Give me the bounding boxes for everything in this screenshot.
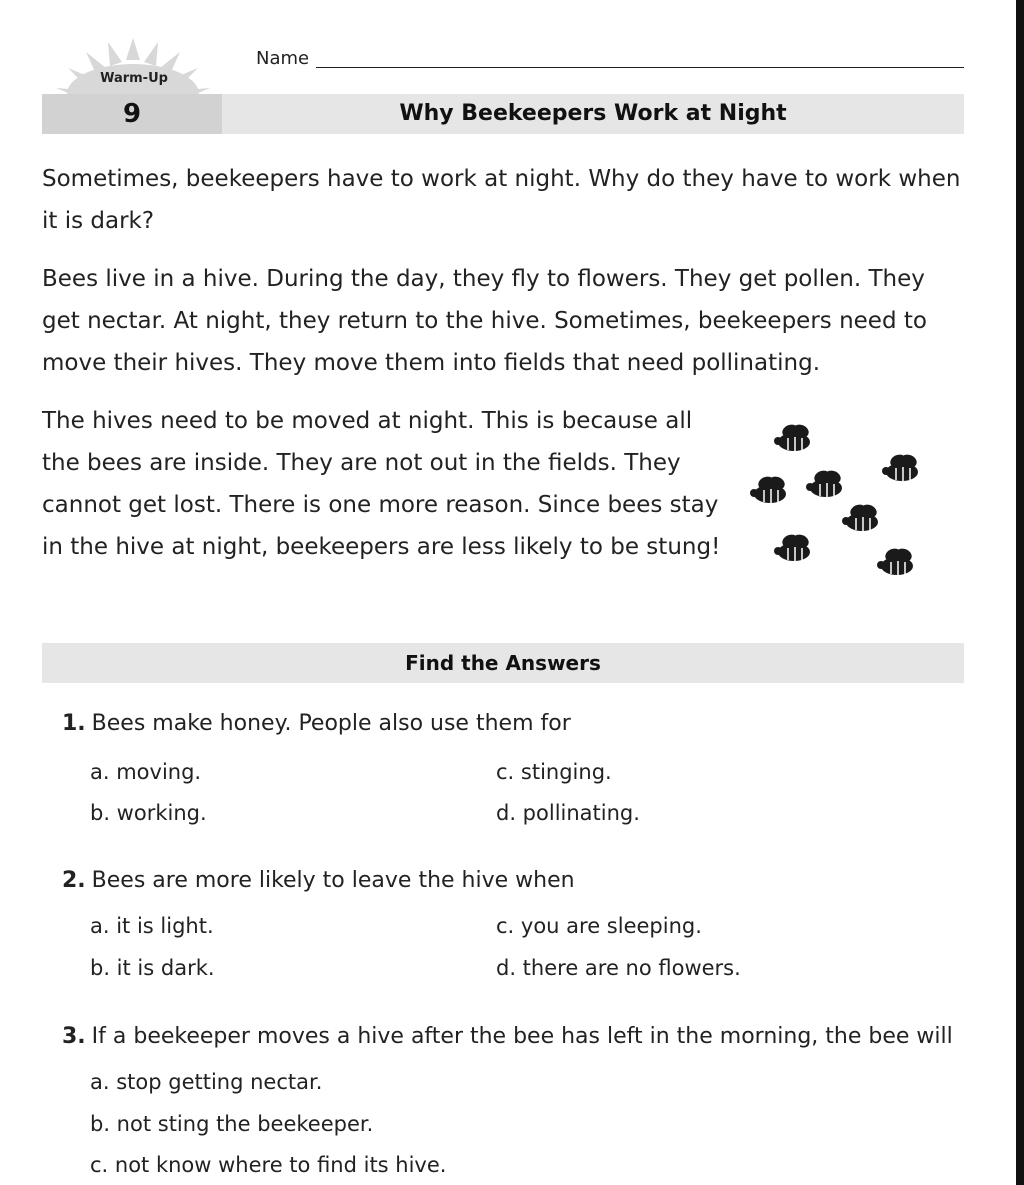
passage-paragraph-1: Sometimes, beekeepers have to work at night. Why do they have to work when it is dark? <box>42 166 961 234</box>
passage-paragraph-3: The hives need to be moved at night. This is because all the bees are inside. They are not out in the fields. They cannot get lost. There is one more reason. Since bees stay in the hive at night, beekeepers are less likely to be stung! <box>42 408 721 560</box>
answer-option[interactable]: a. it is light. <box>90 914 214 938</box>
name-label: Name <box>256 48 310 69</box>
sun-badge-icon <box>48 30 218 104</box>
name-field-line[interactable] <box>316 67 964 68</box>
bee-icon <box>774 532 811 561</box>
answer-option[interactable]: d. there are no flowers. <box>496 956 741 980</box>
bee-icon <box>842 502 879 531</box>
answer-option[interactable]: a. stop getting nectar. <box>90 1070 323 1094</box>
answer-option[interactable]: b. working. <box>90 801 207 825</box>
passage-paragraph-2: Bees live in a hive. During the day, they fly to flowers. They get pollen. They get nectar. At night, they return to the hive. Sometimes, beekeepers need to move their hives. They move them into fields that need pollinating. <box>42 266 927 376</box>
answer-option[interactable]: c. you are sleeping. <box>496 914 702 938</box>
warmup-label: Warm-Up <box>100 71 168 86</box>
bee-icon <box>750 474 787 503</box>
question-text: If a beekeeper moves a hive after the bee has left in the morning, the bee will <box>91 1024 953 1049</box>
page-title: Why Beekeepers Work at Night <box>399 101 787 126</box>
question-number: 1. <box>62 711 86 736</box>
question-number: 3. <box>62 1024 86 1049</box>
bee-icon <box>877 546 914 575</box>
bee-icon <box>774 422 811 451</box>
title-bar <box>42 94 964 134</box>
question-2 <box>62 868 575 893</box>
answers-heading: Find the Answers <box>42 643 964 683</box>
answer-option[interactable]: b. it is dark. <box>90 956 215 980</box>
answer-option[interactable]: b. not sting the beekeeper. <box>90 1112 374 1136</box>
question-text: Bees make honey. People also use them for <box>91 711 571 736</box>
bee-icon <box>806 468 843 497</box>
question-text: Bees are more likely to leave the hive when <box>91 868 575 893</box>
answer-option[interactable]: c. stinging. <box>496 760 612 784</box>
bee-icon <box>882 452 919 481</box>
answer-option[interactable]: d. pollinating. <box>496 801 640 825</box>
bees-illustration <box>742 416 942 586</box>
answer-option[interactable]: a. moving. <box>90 760 202 784</box>
question-number: 2. <box>62 868 86 893</box>
question-1 <box>62 711 571 736</box>
answer-option[interactable]: c. not know where to find its hive. <box>90 1153 447 1177</box>
page-edge <box>1016 0 1024 1185</box>
question-3 <box>62 1024 953 1049</box>
warmup-number: 9 <box>122 99 142 129</box>
